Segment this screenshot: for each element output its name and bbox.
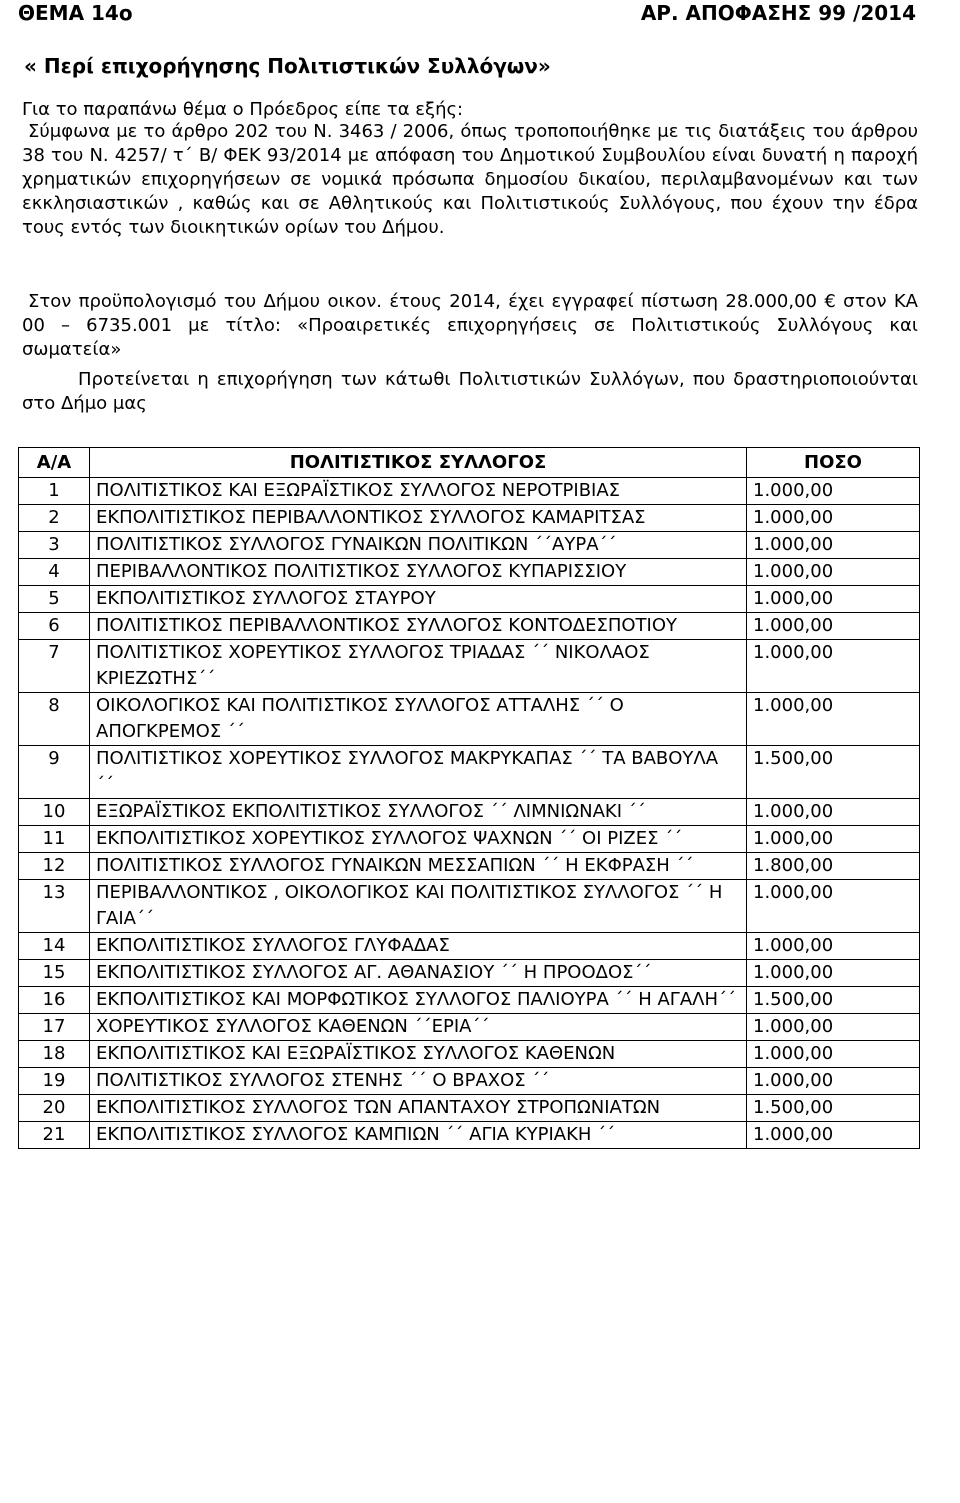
association-name: ΕΚΠΟΛΙΤΙΣΤΙΚΟΣ ΚΑΙ ΕΞΩΡΑΪΣΤΙΚΟΣ ΣΥΛΛΟΓΟΣ ΚΑΘΕΝΩΝ	[90, 1041, 747, 1068]
association-name: ΠΟΛΙΤΙΣΤΙΚΟΣ ΧΟΡΕΥΤΙΚΟΣ ΣΥΛΛΟΓΟΣ ΜΑΚΡΥΚΑΠΑΣ ΄΄ ΤΑ ΒΑΒΟΥΛΑ ΄΄	[90, 746, 747, 799]
row-number: 4	[19, 559, 90, 586]
table-row	[19, 505, 920, 532]
table-row	[19, 693, 920, 746]
association-name: ΠΟΛΙΤΙΣΤΙΚΟΣ ΠΕΡΙΒΑΛΛΟΝΤΙΚΟΣ ΣΥΛΛΟΓΟΣ ΚΟΝΤΟΔΕΣΠΟΤΙΟΥ	[90, 613, 747, 640]
association-name: ΧΟΡΕΥΤΙΚΟΣ ΣΥΛΛΟΓΟΣ ΚΑΘΕΝΩΝ ΄΄ΕΡΙΑ΄΄	[90, 1014, 747, 1041]
table-row	[19, 799, 920, 826]
grant-amount: 1.000,00	[747, 640, 920, 693]
association-name: ΠΕΡΙΒΑΛΛΟΝΤΙΚΟΣ ΠΟΛΙΤΙΣΤΙΚΟΣ ΣΥΛΛΟΓΟΣ ΚΥΠΑΡΙΣΣΙΟΥ	[90, 559, 747, 586]
grant-amount: 1.500,00	[747, 1095, 920, 1122]
association-name: ΕΚΠΟΛΙΤΙΣΤΙΚΟΣ ΣΥΛΛΟΓΟΣ ΓΛΥΦΑΔΑΣ	[90, 933, 747, 960]
row-number: 1	[19, 478, 90, 505]
row-number: 17	[19, 1014, 90, 1041]
table-body	[19, 478, 920, 1149]
association-name: ΠΟΛΙΤΙΣΤΙΚΟΣ ΣΥΛΛΟΓΟΣ ΓΥΝΑΙΚΩΝ ΜΕΣΣΑΠΙΩΝ ΄΄ Η ΕΚΦΡΑΣΗ ΄΄	[90, 853, 747, 880]
grant-amount: 1.500,00	[747, 746, 920, 799]
grant-amount: 1.000,00	[747, 505, 920, 532]
table-row	[19, 1095, 920, 1122]
grant-amount: 1.000,00	[747, 478, 920, 505]
table-row	[19, 880, 920, 933]
row-number: 10	[19, 799, 90, 826]
topic-number: ΘΕΜΑ 14ο	[18, 1, 133, 25]
table-row	[19, 586, 920, 613]
table-row	[19, 853, 920, 880]
table-row	[19, 532, 920, 559]
document-subject: « Περί επιχορήγησης Πολιτιστικών Συλλόγων»	[24, 54, 551, 78]
table-row	[19, 1014, 920, 1041]
table-row	[19, 559, 920, 586]
grant-amount: 1.000,00	[747, 693, 920, 746]
grant-amount: 1.800,00	[747, 853, 920, 880]
grant-amount: 1.000,00	[747, 559, 920, 586]
row-number: 12	[19, 853, 90, 880]
table-row	[19, 1068, 920, 1095]
table-row	[19, 746, 920, 799]
row-number: 16	[19, 987, 90, 1014]
table-row	[19, 960, 920, 987]
grant-amount: 1.000,00	[747, 799, 920, 826]
table-row	[19, 1041, 920, 1068]
grant-amount: 1.000,00	[747, 1014, 920, 1041]
row-number: 7	[19, 640, 90, 693]
budget-paragraph: Στον προϋπολογισμό του Δήμου οικον. έτους 2014, έχει εγγραφεί πίστωση 28.000,00 € στον ΚΑ 00 – 6735.001 με τίτλο: «Προαιρετικές επιχορηγήσεις σε Πολιτιστικούς Συλλόγους και σωματεία»	[22, 291, 918, 360]
grant-amount: 1.000,00	[747, 586, 920, 613]
association-name: ΠΟΛΙΤΙΣΤΙΚΟΣ ΧΟΡΕΥΤΙΚΟΣ ΣΥΛΛΟΓΟΣ ΤΡΙΑΔΑΣ ΄΄ ΝΙΚΟΛΑΟΣ ΚΡΙΕΖΩΤΗΣ΄΄	[90, 640, 747, 693]
grant-amount: 1.000,00	[747, 880, 920, 933]
grant-amount: 1.000,00	[747, 933, 920, 960]
table-header-row	[19, 448, 920, 478]
table-row	[19, 987, 920, 1014]
row-number: 9	[19, 746, 90, 799]
grant-amount: 1.000,00	[747, 1041, 920, 1068]
association-name: ΠΟΛΙΤΙΣΤΙΚΟΣ ΚΑΙ ΕΞΩΡΑΪΣΤΙΚΟΣ ΣΥΛΛΟΓΟΣ ΝΕΡΟΤΡΙΒΙΑΣ	[90, 478, 747, 505]
association-name: ΟΙΚΟΛΟΓΙΚΟΣ ΚΑΙ ΠΟΛΙΤΙΣΤΙΚΟΣ ΣΥΛΛΟΓΟΣ ΑΤΤΑΛΗΣ ΄΄ Ο ΑΠΟΓΚΡΕΜΟΣ ΄΄	[90, 693, 747, 746]
table-row	[19, 826, 920, 853]
row-number: 15	[19, 960, 90, 987]
row-number: 11	[19, 826, 90, 853]
association-name: ΕΚΠΟΛΙΤΙΣΤΙΚΟΣ ΣΥΛΛΟΓΟΣ ΚΑΜΠΙΩΝ ΄΄ ΑΓΙΑ ΚΥΡΙΑΚΗ ΄΄	[90, 1122, 747, 1149]
grant-amount: 1.000,00	[747, 532, 920, 559]
row-number: 19	[19, 1068, 90, 1095]
table-row	[19, 933, 920, 960]
association-name: ΕΞΩΡΑΪΣΤΙΚΟΣ ΕΚΠΟΛΙΤΙΣΤΙΚΟΣ ΣΥΛΛΟΓΟΣ ΄΄ ΛΙΜΝΙΩΝΑΚΙ ΄΄	[90, 799, 747, 826]
association-name: ΕΚΠΟΛΙΤΙΣΤΙΚΟΣ ΣΥΛΛΟΓΟΣ ΑΓ. ΑΘΑΝΑΣΙΟΥ ΄΄ Η ΠΡΟΟΔΟΣ΄΄	[90, 960, 747, 987]
grant-amount: 1.500,00	[747, 987, 920, 1014]
header-amount: ΠΟΣΟ	[747, 448, 920, 478]
grant-amount: 1.000,00	[747, 1122, 920, 1149]
grant-amount: 1.000,00	[747, 960, 920, 987]
intro-paragraph: Για το παραπάνω θέμα ο Πρόεδρος είπε τα εξής:	[22, 99, 464, 120]
grant-amount: 1.000,00	[747, 1068, 920, 1095]
table-row	[19, 478, 920, 505]
row-number: 13	[19, 880, 90, 933]
table-row	[19, 1122, 920, 1149]
row-number: 14	[19, 933, 90, 960]
row-number: 20	[19, 1095, 90, 1122]
table-row	[19, 613, 920, 640]
association-name: ΠΟΛΙΤΙΣΤΙΚΟΣ ΣΥΛΛΟΓΟΣ ΓΥΝΑΙΚΩΝ ΠΟΛΙΤΙΚΩΝ ΄΄ΑΥΡΑ΄΄	[90, 532, 747, 559]
association-name: ΕΚΠΟΛΙΤΙΣΤΙΚΟΣ ΠΕΡΙΒΑΛΛΟΝΤΙΚΟΣ ΣΥΛΛΟΓΟΣ ΚΑΜΑΡΙΤΣΑΣ	[90, 505, 747, 532]
row-number: 2	[19, 505, 90, 532]
row-number: 21	[19, 1122, 90, 1149]
association-name: ΕΚΠΟΛΙΤΙΣΤΙΚΟΣ ΧΟΡΕΥΤΙΚΟΣ ΣΥΛΛΟΓΟΣ ΨΑΧΝΩΝ ΄΄ ΟΙ ΡΙΖΕΣ ΄΄	[90, 826, 747, 853]
association-name: ΕΚΠΟΛΙΤΙΣΤΙΚΟΣ ΚΑΙ ΜΟΡΦΩΤΙΚΟΣ ΣΥΛΛΟΓΟΣ ΠΑΛΙΟΥΡΑ ΄΄ Η ΑΓΑΛΗ΄΄	[90, 987, 747, 1014]
table-row	[19, 640, 920, 693]
proposal-paragraph: Προτείνεται η επιχορήγηση των κάτωθι Πολιτιστικών Συλλόγων, που δραστηριοποιούνται στο Δήμο μας	[22, 369, 918, 414]
association-name: ΠΟΛΙΤΙΣΤΙΚΟΣ ΣΥΛΛΟΓΟΣ ΣΤΕΝΗΣ ΄΄ Ο ΒΡΑΧΟΣ ΄΄	[90, 1068, 747, 1095]
association-name: ΕΚΠΟΛΙΤΙΣΤΙΚΟΣ ΣΥΛΛΟΓΟΣ ΤΩΝ ΑΠΑΝΤΑΧΟΥ ΣΤΡΟΠΩΝΙΑΤΩΝ	[90, 1095, 747, 1122]
association-name: ΕΚΠΟΛΙΤΙΣΤΙΚΟΣ ΣΥΛΛΟΓΟΣ ΣΤΑΥΡΟΥ	[90, 586, 747, 613]
row-number: 18	[19, 1041, 90, 1068]
grant-amount: 1.000,00	[747, 826, 920, 853]
decision-number: ΑΡ. ΑΠΟΦΑΣΗΣ 99 /2014	[640, 1, 916, 25]
header-association: ΠΟΛΙΤΙΣΤΙΚΟΣ ΣΥΛΛΟΓΟΣ	[90, 448, 747, 478]
row-number: 6	[19, 613, 90, 640]
row-number: 3	[19, 532, 90, 559]
header-number: Α/Α	[19, 448, 90, 478]
legal-basis-paragraph: Σύμφωνα με το άρθρο 202 του Ν. 3463 / 2006, όπως τροποποιήθηκε με τις διατάξεις του άρθρου 38 του Ν. 4257/ τ΄ Β/ ΦΕΚ 93/2014 με απόφαση του Δημοτικού Συμβουλίου είναι δυνατή η παροχή χρηματικών επιχορηγήσεων σε νομικά πρόσωπα δημοσίου δικαίου, περιλαμβανομένων και των εκκλησιαστικών , καθώς και σε Αθλητικούς και Πολιτιστικούς Συλλόγους, που έχουν την έδρα τους εντός των διοικητικών ορίων του Δήμου.	[22, 121, 918, 238]
row-number: 8	[19, 693, 90, 746]
row-number: 5	[19, 586, 90, 613]
association-name: ΠΕΡΙΒΑΛΛΟΝΤΙΚΟΣ , ΟΙΚΟΛΟΓΙΚΟΣ ΚΑΙ ΠΟΛΙΤΙΣΤΙΚΟΣ ΣΥΛΛΟΓΟΣ ΄΄ Η ΓΑΙΑ΄΄	[90, 880, 747, 933]
grant-amount: 1.000,00	[747, 613, 920, 640]
grants-table	[18, 447, 920, 1149]
